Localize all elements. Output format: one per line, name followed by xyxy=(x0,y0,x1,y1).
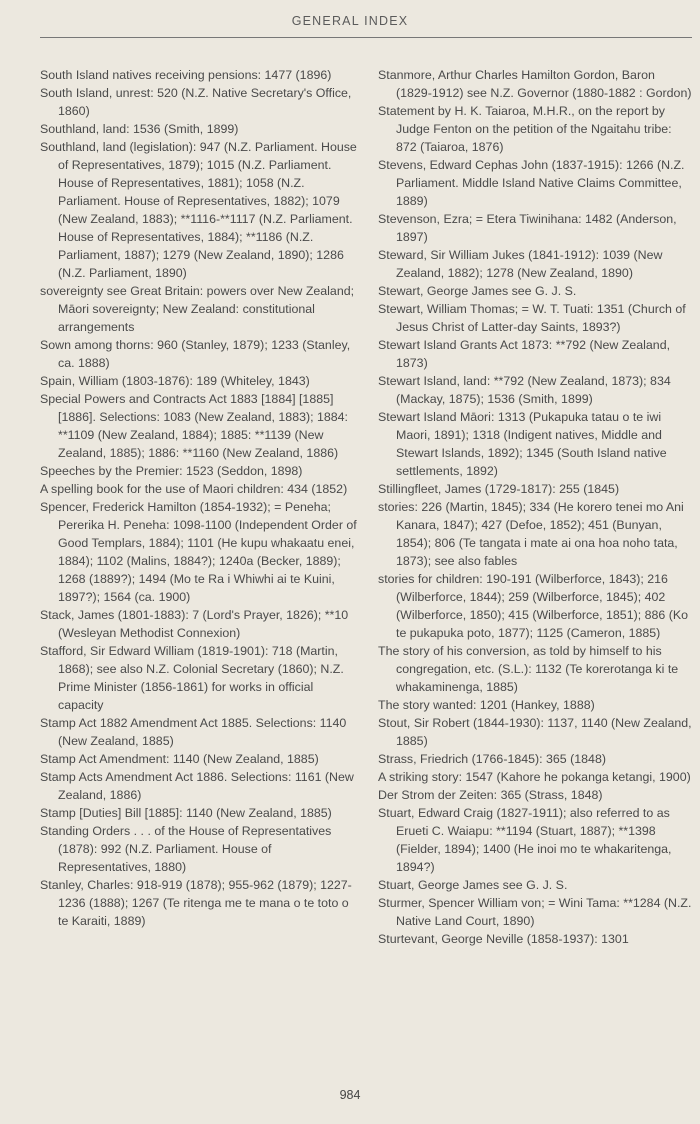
index-entry: Stout, Sir Robert (1844-1930): 1137, 1140 (New Zealand, 1885) xyxy=(378,716,692,748)
index-entry: Stuart, Edward Craig (1827-1911); also referred to as Erueti C. Waiapu: **1194 (Stuart, 1887); **1398 (Fielder, 1894); 1400 (He inoi mo te whakaritenga, 1894?) xyxy=(378,806,672,874)
index-entry: Standing Orders . . . of the House of Representatives (1878): 992 (N.Z. Parliament. House of Representatives, 1880) xyxy=(40,824,332,874)
index-entry: Stanley, Charles: 918-919 (1878); 955-962 (1879); 1227-1236 (1888); 1267 (Te ritenga me te mana o te toto o te Karaiti, 1889) xyxy=(40,878,352,928)
index-entry: Stewart, William Thomas; = W. T. Tuati: 1351 (Church of Jesus Christ of Latter-day Saints, 1893?) xyxy=(378,302,686,334)
index-entry: Speeches by the Premier: 1523 (Seddon, 1898) xyxy=(40,464,303,478)
right-column xyxy=(378,66,692,948)
index-entry: Stuart, George James see G. J. S. xyxy=(378,878,568,892)
index-entry: The story of his conversion, as told by himself to his congregation, etc. (S.L.): 1132 (Te korerotanga ki te whakaminenga, 1885) xyxy=(378,644,679,694)
index-entry: Stanmore, Arthur Charles Hamilton Gordon, Baron (1829-1912) see N.Z. Governor (1880-1882 : Gordon) xyxy=(378,68,692,100)
index-entry: Southland, land (legislation): 947 (N.Z. Parliament. House of Representatives, 1879); 1015 (N.Z. Parliament. House of Representatives, 1881); 1058 (N.Z. Parliament. House of Representatives, 1882); 1079 (New Zealand, 1883); **1116-**1117 (N.Z. Parliament. House of Representatives, 1884); **1186 (N.Z. Parliament, 1887); 1279 (New Zealand, 1890); 1286 (N.Z. Parliament, 1890) xyxy=(40,140,357,280)
index-entry: Stack, James (1801-1883): 7 (Lord's Prayer, 1826); **10 (Wesleyan Methodist Connexion) xyxy=(40,608,349,640)
index-entry: Stevenson, Ezra; = Etera Tiwinihana: 1482 (Anderson, 1897) xyxy=(378,212,677,244)
index-entry: Stewart Island, land: **792 (New Zealand, 1873); 834 (Mackay, 1875); 1536 (Smith, 1899) xyxy=(378,374,671,406)
index-entry: Spencer, Frederick Hamilton (1854-1932); = Peneha; Pererika H. Peneha: 1098-1100 (Independent Order of Good Templars, 1884); 1101 (He kupu whakaatu enei, 1884); 1102 (Malins, 1884?); 1240a (Becker, 1889); 1268 (1889?); 1494 (Mo te Ra i Whiwhi ai te Kuini, 1897?); 1564 (ca. 1900) xyxy=(40,500,357,604)
index-entry: Der Strom der Zeiten: 365 (Strass, 1848) xyxy=(378,788,603,802)
page-number: 984 xyxy=(339,1088,361,1102)
index-entry: Stewart Island Māori: 1313 (Pukapuka tatau o te iwi Maori, 1891); 1318 (Indigent natives, Middle and Stewart Islands, 1892); 1345 (South Island native settlements, 1892) xyxy=(378,410,667,478)
index-entry: Statement by H. K. Taiaroa, M.H.R., on the report by Judge Fenton on the petition of the Ngaitahu tribe: 872 (Taiaroa, 1876) xyxy=(378,104,672,154)
index-entry: Southland, land: 1536 (Smith, 1899) xyxy=(40,122,239,136)
index-entry: Stillingfleet, James (1729-1817): 255 (1845) xyxy=(378,482,620,496)
index-entry: Stafford, Sir Edward William (1819-1901): 718 (Martin, 1868); see also N.Z. Colonial Secretary (1860); N.Z. Prime Minister (1856-1861) for works in official capacity xyxy=(40,644,344,712)
index-entry: Sown among thorns: 960 (Stanley, 1879); 1233 (Stanley, ca. 1888) xyxy=(40,338,351,370)
index-entry: sovereignty see Great Britain: powers over New Zealand; Māori sovereignty; New Zealand: constitutional arrangements xyxy=(40,284,355,334)
index-entry: South Island, unrest: 520 (N.Z. Native Secretary's Office, 1860) xyxy=(40,86,352,118)
index-entry: Sturmer, Spencer William von; = Wini Tama: **1284 (N.Z. Native Land Court, 1890) xyxy=(378,896,692,928)
left-column xyxy=(40,66,358,930)
index-entry: The story wanted: 1201 (Hankey, 1888) xyxy=(378,698,595,712)
index-entry: stories: 226 (Martin, 1845); 334 (He korero tenei mo Ani Kanara, 1847); 427 (Defoe, 1852); 451 (Bunyan, 1854); 806 (Te tangata i mate ai ona hoa noho tata, 1873); see also fables xyxy=(378,500,684,568)
index-entry: Stamp Acts Amendment Act 1886. Selections: 1161 (New Zealand, 1886) xyxy=(40,770,354,802)
index-entry: Steward, Sir William Jukes (1841-1912): 1039 (New Zealand, 1882); 1278 (New Zealand, 1890) xyxy=(378,248,663,280)
index-entry: Stamp [Duties] Bill [1885]: 1140 (New Zealand, 1885) xyxy=(40,806,332,820)
running-header: GENERAL INDEX xyxy=(291,14,409,28)
index-entry: A spelling book for the use of Maori children: 434 (1852) xyxy=(40,482,348,496)
index-entry: Strass, Friedrich (1766-1845): 365 (1848) xyxy=(378,752,606,766)
index-entry: Stamp Act 1882 Amendment Act 1885. Selections: 1140 (New Zealand, 1885) xyxy=(40,716,347,748)
index-entry: Stewart Island Grants Act 1873: **792 (New Zealand, 1873) xyxy=(378,338,671,370)
index-entry: Special Powers and Contracts Act 1883 [1884] [1885] [1886]. Selections: 1083 (New Zealand, 1883); 1884: **1109 (New Zealand, 1884); 1885: **1139 (New Zealand, 1885); 1886: **1160 (New Zealand, 1886) xyxy=(40,392,348,460)
index-entry: Stevens, Edward Cephas John (1837-1915): 1266 (N.Z. Parliament. Middle Island Native Claims Committee, 1889) xyxy=(378,158,685,208)
index-entry: Spain, William (1803-1876): 189 (Whiteley, 1843) xyxy=(40,374,310,388)
index-entry: Stewart, George James see G. J. S. xyxy=(378,284,577,298)
index-entry: Sturtevant, George Neville (1858-1937): 1301 xyxy=(378,932,629,946)
index-entry: stories for children: 190-191 (Wilberforce, 1843); 216 (Wilberforce, 1844); 259 (Wilberforce, 1845); 402 (Wilberforce, 1850); 415 (Wilberforce, 1851); 886 (Ko te pukapuka poto, 1877); 1125 (Cameron, 1885) xyxy=(378,572,688,640)
index-entry: Stamp Act Amendment: 1140 (New Zealand, 1885) xyxy=(40,752,319,766)
index-entry: South Island natives receiving pensions: 1477 (1896) xyxy=(40,68,332,82)
index-entry: A striking story: 1547 (Kahore he pokanga ketangi, 1900) xyxy=(378,770,691,784)
header-rule xyxy=(40,37,692,38)
